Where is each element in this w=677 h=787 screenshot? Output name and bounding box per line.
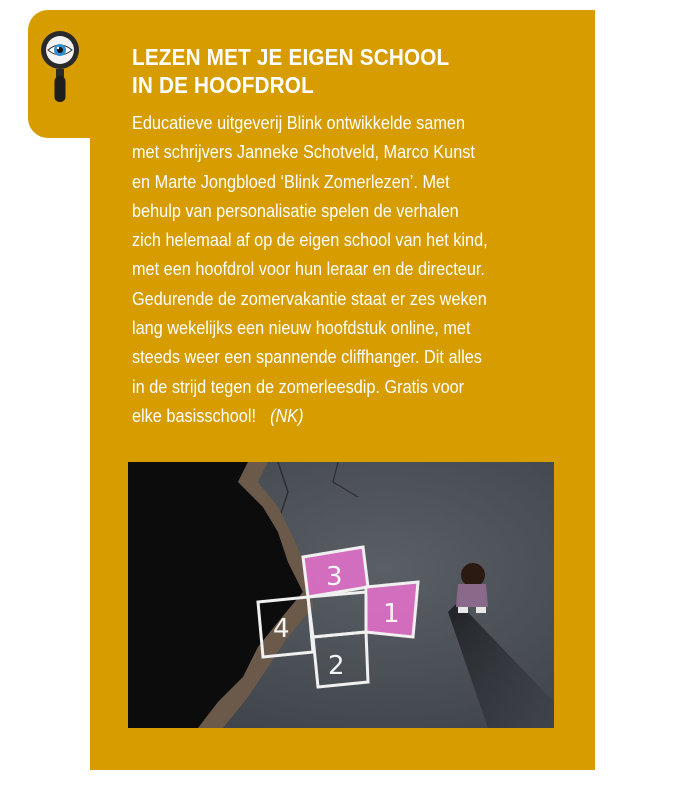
body-line: lang wekelijks een nieuw hoofdstuk online, met [132, 317, 471, 339]
hopscotch-number: 2 [328, 651, 345, 681]
body-line: Gedurende de zomervakantie staat er zes weken [132, 287, 487, 309]
body-line: en Marte Jongbloed ‘Blink Zomerlezen’. Met [132, 170, 450, 192]
article-title [132, 43, 528, 99]
hopscotch-number: 1 [383, 599, 400, 629]
hopscotch-number: 4 [273, 614, 290, 644]
article-body [132, 108, 546, 430]
hopscotch-number: 3 [326, 562, 343, 592]
body-line: in de strijd tegen de zomerleesdip. Gratis voor [132, 375, 465, 397]
magnifier-eye-icon [38, 28, 84, 104]
body-line: Educatieve uitgeverij Blink ontwikkelde samen [132, 112, 466, 133]
body-line: behulp van personalisatie spelen de verhalen [132, 199, 459, 221]
title-line: LEZEN MET JE EIGEN SCHOOL [132, 44, 450, 70]
title-line: IN DE HOOFDROL [132, 72, 314, 98]
hopscotch-photo [128, 462, 554, 728]
body-line: steeds weer een spannende cliffhanger. Dit alles [132, 346, 482, 368]
body-line: met schrijvers Janneke Schotveld, Marco Kunst [132, 141, 475, 163]
body-line: met een hoofdrol voor hun leraar en de directeur. [132, 258, 485, 280]
body-line-last [132, 401, 546, 430]
body-line: zich helemaal af op de eigen school van het kind, [132, 229, 488, 251]
author-credit: (NK) [270, 404, 304, 426]
body-line: elke basisschool! [132, 404, 256, 426]
